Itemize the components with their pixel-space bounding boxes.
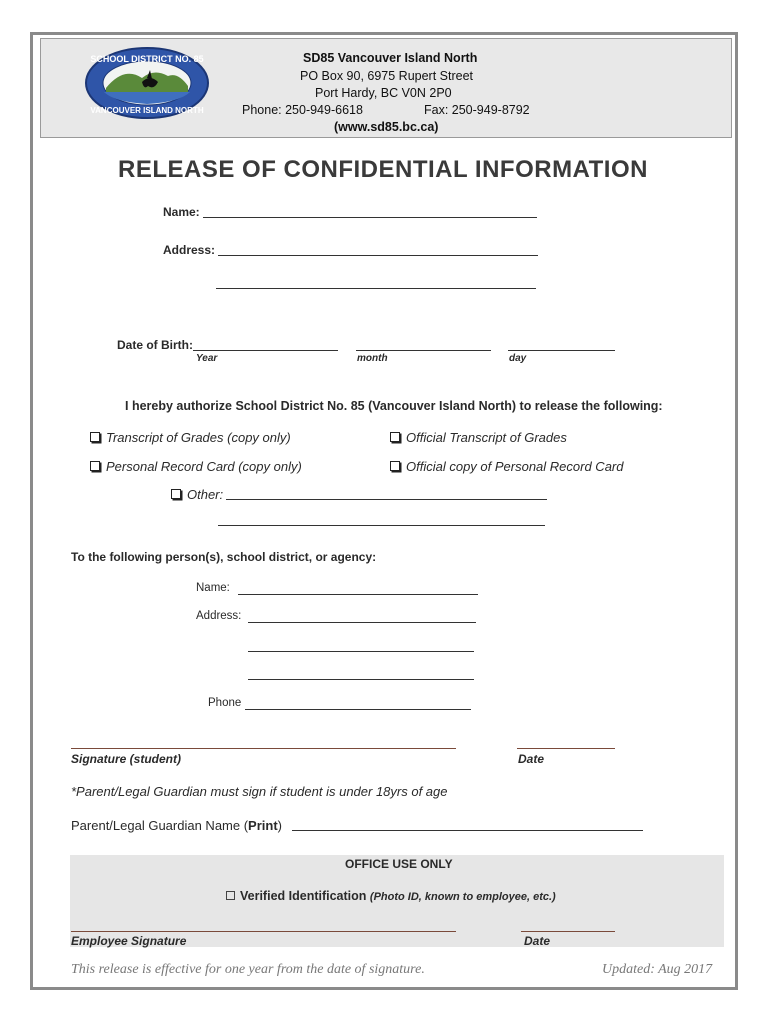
- checkbox-icon[interactable]: [90, 432, 100, 442]
- student-date-line[interactable]: [517, 748, 615, 749]
- logo-top-text: SCHOOL DISTRICT NO. 85: [90, 54, 204, 64]
- dob-month-field[interactable]: [356, 350, 491, 351]
- recipient-name-field[interactable]: [238, 594, 478, 595]
- address-line-2: Port Hardy, BC V0N 2P0: [315, 86, 452, 100]
- recipient-address-field-1[interactable]: [248, 622, 476, 623]
- employee-signature-line[interactable]: [71, 931, 456, 932]
- name-field[interactable]: [203, 217, 537, 218]
- guardian-name-field[interactable]: [292, 830, 643, 831]
- option-personal-record-label: Personal Record Card (copy only): [106, 459, 302, 474]
- recipient-name-label: Name:: [196, 582, 230, 594]
- verified-id-note: (Photo ID, known to employee, etc.): [369, 891, 556, 903]
- recipient-phone-field[interactable]: [245, 709, 471, 710]
- recipient-phone-label: Phone: [208, 697, 242, 709]
- employee-date-line[interactable]: [521, 931, 615, 932]
- office-use-heading: OFFICE USE ONLY: [345, 857, 453, 871]
- address-field-2[interactable]: [216, 288, 536, 289]
- verified-id-option[interactable]: [226, 889, 556, 903]
- authorization-statement: I hereby authorize School District No. 85 (Vancouver Island North) to release the following:: [125, 399, 663, 413]
- option-personal-record[interactable]: [90, 459, 302, 474]
- dob-day-caption: day: [509, 353, 527, 364]
- checkbox-icon[interactable]: [390, 432, 400, 442]
- dob-day-field[interactable]: [508, 350, 615, 351]
- guardian-name-prefix: Parent/Legal Guardian Name (: [71, 818, 249, 833]
- checkbox-icon[interactable]: [90, 461, 100, 471]
- option-official-record[interactable]: [390, 459, 623, 474]
- checkbox-icon[interactable]: [226, 891, 235, 900]
- recipient-address-field-2[interactable]: [248, 651, 474, 652]
- guardian-name-suffix: ): [277, 818, 283, 833]
- footer-updated-date: Updated: Aug 2017: [602, 962, 713, 977]
- employee-date-label: Date: [524, 934, 551, 948]
- logo-bottom-text: VANCOUVER ISLAND NORTH: [90, 106, 204, 115]
- option-transcript[interactable]: [90, 430, 291, 445]
- student-signature-line[interactable]: [71, 748, 456, 749]
- option-official-record-label: Official copy of Personal Record Card: [406, 459, 624, 474]
- recipient-address-label: Address:: [196, 610, 242, 622]
- guardian-name-label: [71, 818, 282, 833]
- page-title: RELEASE OF CONFIDENTIAL INFORMATION: [118, 156, 648, 183]
- employee-signature-label: Employee Signature: [71, 934, 187, 948]
- option-other-label: Other:: [187, 487, 224, 502]
- checkbox-icon[interactable]: [171, 489, 181, 499]
- phone-number: Phone: 250-949-6618: [242, 103, 363, 117]
- option-official-transcript-label: Official Transcript of Grades: [406, 430, 567, 445]
- other-field-1[interactable]: [226, 499, 547, 500]
- name-label: Name:: [163, 205, 200, 219]
- option-other[interactable]: [171, 487, 223, 502]
- website: (www.sd85.bc.ca): [334, 120, 439, 134]
- guardian-note: *Parent/Legal Guardian must sign if student is under 18yrs of age: [71, 784, 448, 799]
- student-signature-label: Signature (student): [71, 752, 181, 766]
- recipient-address-field-3[interactable]: [248, 679, 474, 680]
- footer-validity-note: This release is effective for one year from the date of signature.: [71, 962, 425, 977]
- option-official-transcript[interactable]: [390, 430, 567, 445]
- dob-year-field[interactable]: [193, 350, 338, 351]
- address-field-1[interactable]: [218, 255, 538, 256]
- address-line-1: PO Box 90, 6975 Rupert Street: [300, 69, 474, 83]
- checkbox-icon[interactable]: [390, 461, 400, 471]
- guardian-name-print: Print: [248, 818, 278, 833]
- option-transcript-label: Transcript of Grades (copy only): [106, 430, 291, 445]
- other-field-2[interactable]: [218, 525, 545, 526]
- address-label: Address:: [163, 243, 216, 257]
- verified-id-label: Verified Identification: [240, 889, 367, 903]
- fax-number: Fax: 250-949-8792: [424, 103, 530, 117]
- dob-month-caption: month: [357, 353, 388, 364]
- recipient-heading: To the following person(s), school district, or agency:: [71, 550, 377, 564]
- org-name: SD85 Vancouver Island North: [303, 51, 478, 65]
- student-date-label: Date: [518, 752, 545, 766]
- dob-label: Date of Birth:: [117, 338, 193, 352]
- district-logo: [84, 46, 210, 120]
- dob-year-caption: Year: [196, 353, 218, 364]
